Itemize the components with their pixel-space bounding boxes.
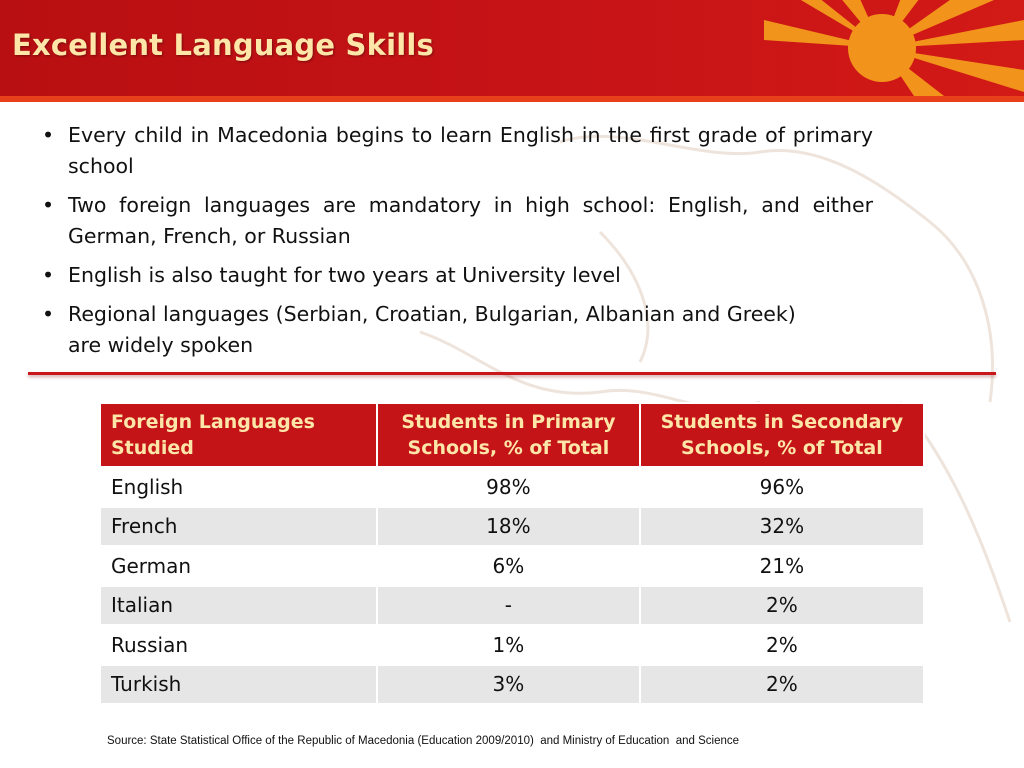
- table-row: [100, 665, 924, 705]
- cell-primary: 3%: [377, 665, 640, 705]
- source-note: Source: State Statistical Office of the Republic of Macedonia (Education 2009/2010) and Ministry of Education and Science: [107, 735, 740, 747]
- cell-secondary: 96%: [640, 467, 924, 507]
- header-secondary: Students in Secondary Schools, % of Total: [640, 403, 924, 467]
- bullet-item: [40, 120, 873, 182]
- table-row: [100, 546, 924, 586]
- bullet-list: [40, 120, 873, 369]
- bullet-text: Every child in Macedonia begins to learn English in the first grade of primary school: [68, 123, 873, 178]
- cell-primary: 98%: [377, 467, 640, 507]
- page-title: Excellent Language Skills: [12, 28, 434, 62]
- cell-language: Turkish: [100, 665, 377, 705]
- table-header-row: [100, 403, 924, 467]
- bullet-item: [40, 190, 873, 252]
- cell-language: German: [100, 546, 377, 586]
- cell-primary: 18%: [377, 507, 640, 547]
- cell-language: Italian: [100, 586, 377, 626]
- cell-secondary: 32%: [640, 507, 924, 547]
- cell-language: French: [100, 507, 377, 547]
- table-row: [100, 586, 924, 626]
- table-row: [100, 467, 924, 507]
- cell-primary: 1%: [377, 625, 640, 665]
- table-row: [100, 507, 924, 547]
- bullet-text: Regional languages (Serbian, Croatian, Bulgarian, Albanian and Greek) are widely spoken: [68, 302, 796, 357]
- cell-secondary: 2%: [640, 625, 924, 665]
- cell-secondary: 21%: [640, 546, 924, 586]
- title-bar: [0, 0, 1024, 96]
- cell-secondary: 2%: [640, 586, 924, 626]
- language-table: [99, 402, 925, 705]
- sun-logo: [764, 0, 1024, 96]
- header-primary: Students in Primary Schools, % of Total: [377, 403, 640, 467]
- bullet-text: Two foreign languages are mandatory in high school: English, and either German, French, or Russian: [68, 193, 873, 248]
- cell-primary: 6%: [377, 546, 640, 586]
- bullet-item: [40, 299, 798, 361]
- cell-language: Russian: [100, 625, 377, 665]
- bullet-text: English is also taught for two years at University level: [68, 263, 621, 287]
- bullet-item: [40, 260, 873, 291]
- bullet-dot: •: [42, 302, 55, 326]
- table-row: [100, 625, 924, 665]
- bullet-dot: •: [42, 193, 55, 217]
- bullet-dot: •: [42, 263, 55, 287]
- header-languages: Foreign Languages Studied: [100, 403, 377, 467]
- section-divider: [28, 372, 996, 375]
- cell-secondary: 2%: [640, 665, 924, 705]
- cell-primary: -: [377, 586, 640, 626]
- cell-language: English: [100, 467, 377, 507]
- bullet-dot: •: [42, 123, 55, 147]
